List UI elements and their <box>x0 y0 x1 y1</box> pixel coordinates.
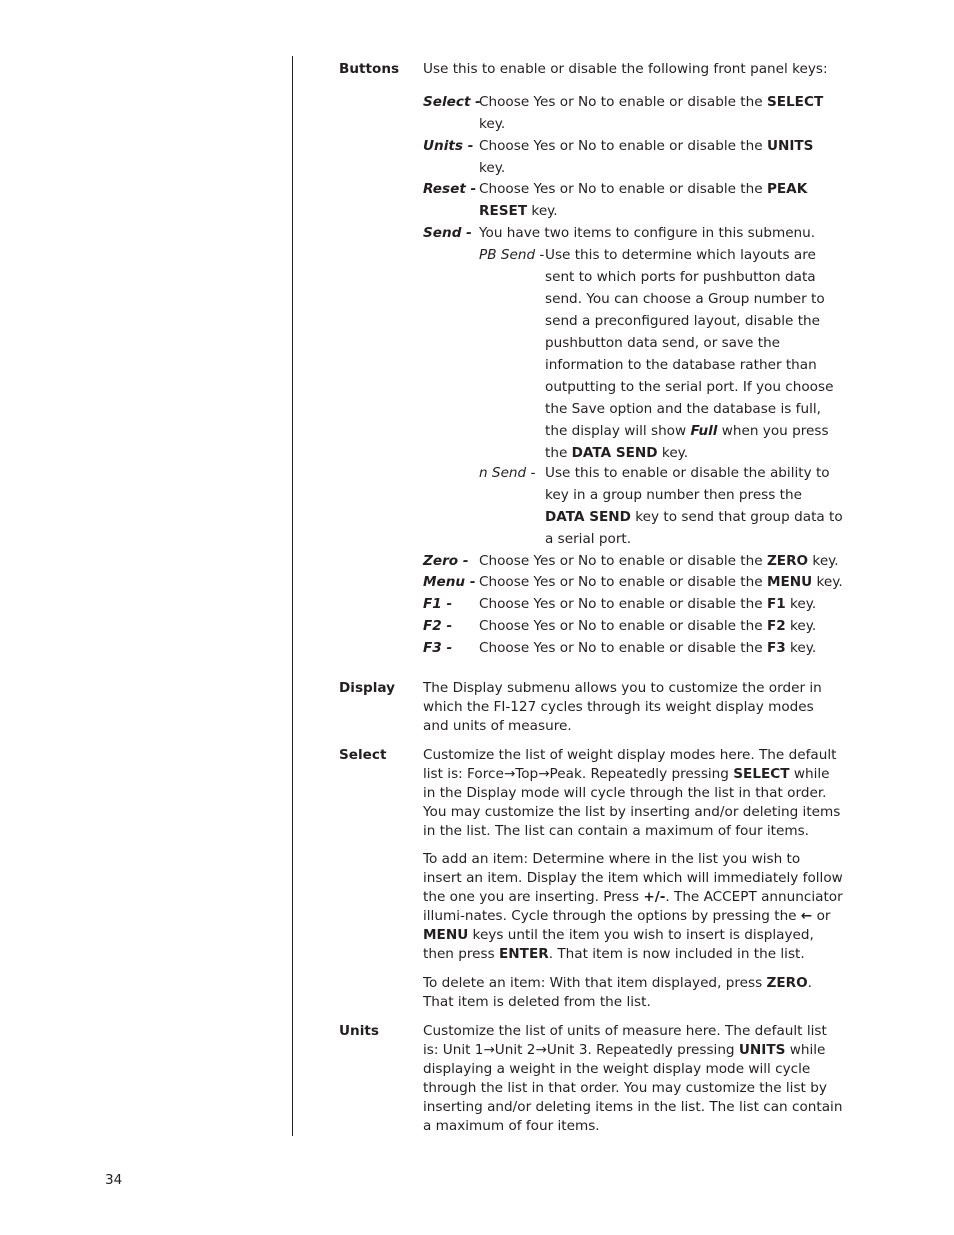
term-buttons: Buttons <box>339 61 400 77</box>
key-zero: Zero - <box>423 553 469 569</box>
left-arrow-icon: ← <box>800 908 813 924</box>
key-select: Select - <box>423 94 481 110</box>
page-number: 34 <box>105 1172 123 1188</box>
desc-units: Choose Yes or No to enable or disable the UNITS key. <box>479 138 814 176</box>
desc-menu: Choose Yes or No to enable or disable the MENU key. <box>479 574 843 590</box>
select-para-3: To delete an item: With that item displayed, press ZERO. That item is deleted from the list. <box>423 975 812 1010</box>
desc-f2: Choose Yes or No to enable or disable the F2 key. <box>479 618 817 634</box>
key-pb-send: PB Send - <box>479 247 545 263</box>
units-para-1: Customize the list of units of measure here. The default list is: Unit 1→Unit 2→Unit 3. Repeatedly pressing UNITS while displaying a weight in the weight display mode will cycle through the list in that order. You may customize the list by inserting and/or deleting items in the list. The list can contain a maximum of four items. <box>423 1023 843 1134</box>
key-f2: F2 - <box>423 618 453 634</box>
buttons-intro: Use this to enable or disable the following front panel keys: <box>423 61 828 77</box>
desc-f3: Choose Yes or No to enable or disable the F3 key. <box>479 640 817 656</box>
select-para-1: Customize the list of weight display modes here. The default list is: Force→Top→Peak. Repeatedly pressing SELECT while in the Display mode will cycle through the list in that order. You may customize the list by inserting and/or deleting items in the list. The list can contain a maximum of four items. <box>423 747 841 839</box>
display-text: The Display submenu allows you to customize the order in which the FI-127 cycles through its weight display modes and units of measure. <box>423 680 822 734</box>
key-units: Units - <box>423 138 474 154</box>
key-menu: Menu - <box>423 574 476 590</box>
select-para-2: To add an item: Determine where in the list you wish to insert an item. Display the item which will immediately follow the one you are inserting. Press +/-. The ACCEPT annunciator illumi-nates. Cycle through the options by pressing the ← or MENU keys until the item you wish to insert is displayed, then press ENTER. That item is now included in the list. <box>423 851 843 962</box>
term-display: Display <box>339 680 396 696</box>
desc-select: Choose Yes or No to enable or disable the SELECT key. <box>479 94 824 132</box>
desc-pb-send: Use this to determine which layouts are sent to which ports for pushbutton data send. You can choose a Group number to send a preconfigured layout, disable the pushbutton data send, or save the information to the database rather than outputting to the serial port. If you choose the Save option and the database is full, the display will show Full when you press the DATA SEND key. <box>545 247 834 461</box>
term-select: Select <box>339 747 387 763</box>
desc-f1: Choose Yes or No to enable or disable the F1 key. <box>479 596 817 612</box>
desc-reset: Choose Yes or No to enable or disable the PEAK RESET key. <box>479 181 808 219</box>
key-send: Send - <box>423 225 472 241</box>
desc-zero: Choose Yes or No to enable or disable the ZERO key. <box>479 553 839 569</box>
key-n-send: n Send - <box>479 465 536 481</box>
key-f1: F1 - <box>423 596 453 612</box>
desc-send: You have two items to configure in this submenu. <box>479 225 816 241</box>
desc-n-send: Use this to enable or disable the ability to key in a group number then press the DATA SEND key to send that group data to a serial port. <box>545 465 843 547</box>
term-units: Units <box>339 1023 379 1039</box>
key-reset: Reset - <box>423 181 477 197</box>
key-f3: F3 - <box>423 640 453 656</box>
margin-rule <box>292 56 293 1136</box>
